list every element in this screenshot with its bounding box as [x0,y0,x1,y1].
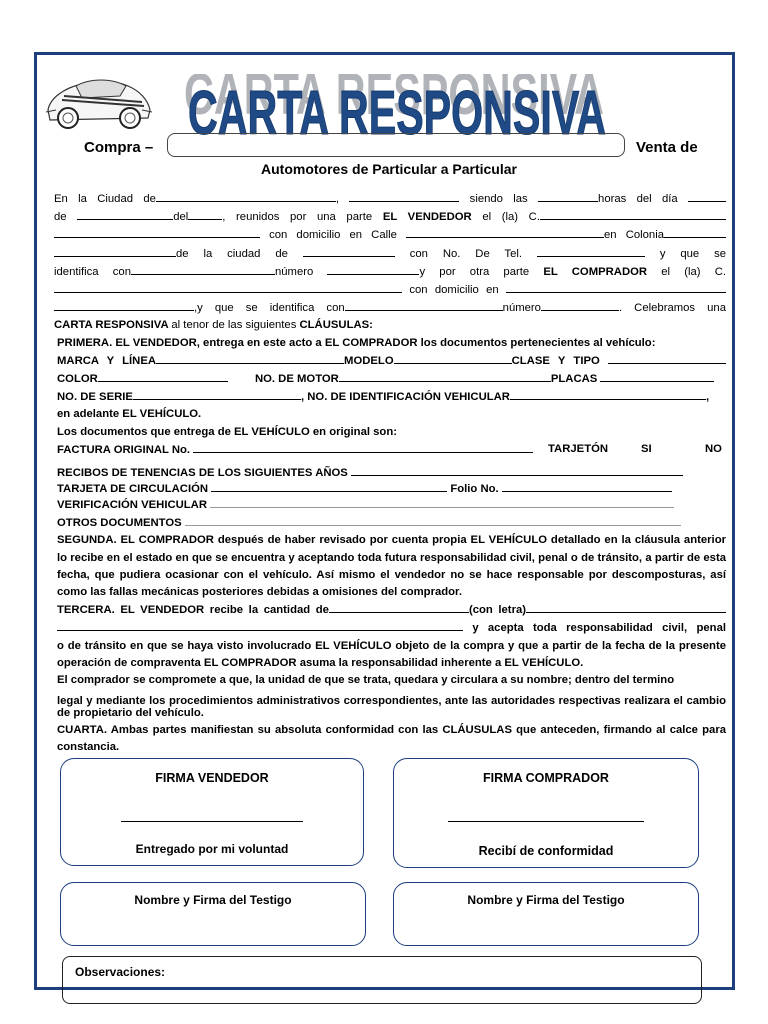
fecha-field[interactable] [349,190,459,202]
serie-field[interactable] [133,388,301,400]
cantidad-letra-field[interactable] [526,601,726,613]
folio-field[interactable] [502,480,672,492]
label: del [173,211,189,224]
observaciones-label: Observaciones: [75,965,166,979]
signature-line [121,821,303,822]
label: TERCERA. EL VENDEDOR recibe la cantidad de [57,604,329,617]
compra-venta-field[interactable] [167,133,625,157]
marca-field[interactable] [156,352,344,364]
label: de la ciudad de [176,247,288,260]
contract-body: En la Ciudad de , siendo las horas del día de del , reunidos por una parte EL VENDEDOR el (la) C. con domicilio en Calle en Colonia de la ciudad de con No. De Tel. y que se identifica con número y por otra parte EL COMPRADOR el (la) C. con domicilio en ,y que se identifica con número . Celebramos una CARTA RESPONSIVA al tenor de las siguientes CLÁUSULAS: PRIMERA. EL VENDEDOR, entrega en este acto a EL COMPRADOR los documentos pertenecientes al vehículo: MARCA Y LÍNEA MODELO CLASE Y TIPO COLOR NO. DE MOTOR PLACAS NO. DE SERIE , NO. DE IDENTIFICACIÓN VEHICULAR , en adelante EL VEHÍCULO. Los documentos que entrega de EL VEHÍCULO en original son: FACTURA ORIGINAL No. TARJETÓN SI NO RECIBOS DE TENENCIAS DE LOS SIGUIENTES AÑOS TARJETA DE CIRCULACIÓN Folio No. VERIFICACIÓN VEHICULAR OTROS DOCUMENTOS SEGUNDA. EL COMPRADOR después de haber revisado por cuenta propia EL VEHÍCULO detallado en la cláusula anterior lo recibe en el estado en que se encuentra y aceptando toda futura responsabilidad civil, penal o de tránsito, a partir de esta fecha, que pudiera ocasionar con el vehículo. Así mismo el vendedor no se hace responsable por descomposturas, así como las fallas mecánicas posteriores debidas a omisiones del comprador. TERCERA. EL VENDEDOR recibe la cantidad de (con letra) y acepta toda responsabilidad civil, penal o de tránsito en que se haya visto involucrado EL VEHÍCULO objeto de la compra y que a partir de la fecha de la presente operación de compraventa EL COMPRADOR asuma la responsabilidad inherente a EL VEHÍCULO. El comprador se compromete a que, la unidad de que se trata, quedara y circulara a su nombre; dentro del termino legal y mediante los procedimientos administrativos correspondientes, ante las autoridades respectivas realizara el cambio de propietario del vehículo. CUARTA. Ambas partes manifiestan su absoluta conformidad con las CLÁUSULAS que anteceden, firmando al calce para constancia. [54,190,726,757]
label: NO. DE SERIE [57,391,133,404]
clausula-tercera: o de tránsito en que se haya visto involucrado EL VEHÍCULO objeto de la compra y que a partir de la fecha de la presente operación de compraventa EL COMPRADOR asuma la responsabilidad inherente a EL VEHÍCULO. [57,639,726,669]
label: . Celebramos una [618,302,727,315]
tenencias-field[interactable] [351,464,683,476]
label: NO. DE MOTOR [254,373,339,386]
compra-label: Compra – [84,139,154,156]
label: FACTURA ORIGINAL No. [57,443,191,456]
label: OTROS DOCUMENTOS [57,517,182,530]
label: con domicilio en [409,284,499,297]
motor-field[interactable] [339,370,551,382]
label: con domicilio en Calle [269,229,397,242]
comprador-numero-field[interactable] [541,299,619,311]
mes-field[interactable] [77,208,173,220]
label: y por otra parte [419,265,530,278]
label: reunidos por una parte [236,211,373,224]
label: el (la) C. [661,265,726,278]
label: El comprador se compromete a que, la unidad de que se trata, quedara y circulara a su nombre; dentro del termino [57,674,675,687]
label: COLOR [57,373,98,386]
label: horas del día [598,193,678,205]
label: En la Ciudad de [54,193,156,205]
label: número [274,265,314,278]
dia-field[interactable] [688,190,726,202]
label: EL COMPRADOR [543,265,648,278]
comprador-nombre-field[interactable] [54,281,402,293]
label: MODELO [344,354,394,367]
tarjeton-si-option[interactable]: SI [641,442,652,455]
label: en Colonia [604,229,664,242]
vendedor-colonia-field[interactable] [664,226,726,238]
label: y que se [659,247,727,260]
firma-comprador-box[interactable] [393,758,699,868]
vendedor-tel-field[interactable] [537,245,645,257]
label: en adelante EL VEHÍCULO. [57,408,202,421]
vendedor-numero-field[interactable] [327,263,419,275]
comprador-domicilio-cont-field[interactable] [54,299,194,311]
label: ,y que se identifica con [194,302,345,315]
label: Los documentos que entrega de EL VEHÍCULO en original son: [57,425,397,438]
label: TARJETA DE CIRCULACIÓN [57,483,209,496]
car-illustration [42,66,154,134]
label: de [54,211,67,224]
comprador-domicilio-field[interactable] [506,281,726,293]
testigo-1-label: Nombre y Firma del Testigo [134,893,292,907]
placas-field[interactable] [600,370,714,382]
comprador-identificacion-field[interactable] [345,299,503,311]
clase-field[interactable] [608,352,726,364]
cantidad-field[interactable] [329,601,469,613]
vendedor-calle-field[interactable] [406,226,604,238]
label: y acepta toda responsabilidad civil, penal [472,622,727,635]
comprador-note: Recibí de conformidad [478,844,614,858]
niv-field[interactable] [510,388,706,400]
firma-vendedor-box[interactable] [60,758,364,866]
vendedor-ciudad-field[interactable] [303,245,395,257]
label: CLASE Y TIPO [511,354,600,367]
label: EL VENDEDOR [382,211,472,224]
svg-text:CARTA RESPONSIVA: CARTA RESPONSIVA [188,79,606,144]
clausula-cuarta: CUARTA. Ambas partes manifiestan su absoluta conformidad con las CLÁUSULAS que anteceden, firmando al calce para constancia. [57,724,726,754]
vendedor-nombre-field[interactable] [540,208,726,220]
label: CLÁUSULAS: [299,319,373,332]
label: Folio No. [450,483,499,496]
label: con No. De Tel. [409,247,523,260]
label: (con letra) [468,604,527,617]
clausula-segunda: SEGUNDA. EL COMPRADOR después de haber revisado por cuenta propia EL VEHÍCULO detallado en la cláusula anterior lo recibe en el estado en que se encuentra y aceptando toda futura responsabilidad civil, penal o de tránsito, a partir de esta fecha, que pudiera ocasionar con el vehículo. Así mismo el vendedor no se hace responsable por descomposturas, así como las fallas mecánicas posteriores debidas a omisiones del comprador. [57,534,726,599]
label: al tenor de las siguientes [171,319,297,332]
label: PLACAS [550,373,598,386]
label: RECIBOS DE TENENCIAS DE LOS SIGUIENTES AÑOS [57,467,348,480]
horas-field[interactable] [538,190,598,202]
label: número [502,302,541,315]
cantidad-letra-cont-field[interactable] [57,619,463,631]
vendedor-identificacion-field[interactable] [131,263,275,275]
color-field[interactable] [98,370,228,382]
label: legal y mediante los procedimientos administrativos correspondientes, ante las autoridades respectivas realizara el cambio de propietario del vehículo. [57,695,726,720]
label: CARTA RESPONSIVA [54,319,169,332]
clausula-primera: PRIMERA. EL VENDEDOR, entrega en este acto a EL COMPRADOR los documentos pertenecientes al vehículo: [57,336,656,349]
label: el (la) C. [482,211,540,224]
testigo-1-box[interactable] [60,882,366,946]
vendedor-colonia-cont-field[interactable] [54,245,176,257]
label: MARCA Y LÍNEA [57,354,157,367]
factura-field[interactable] [193,441,533,453]
signature-line [448,821,644,822]
anio-field[interactable] [188,208,222,220]
firma-comprador-label: FIRMA COMPRADOR [483,771,609,785]
document-subtitle: Automotores de Particular a Particular [261,161,517,177]
firma-vendedor-label: FIRMA VENDEDOR [155,771,269,785]
tarjeton-no-option[interactable]: NO [705,442,722,455]
svg-text:CARTA RESPONSIVA: CARTA RESPONSIVA [184,74,604,127]
venta-label: Venta de [636,139,698,156]
verificacion-field[interactable] [210,496,674,508]
label: VERIFICACIÓN VEHICULAR [57,499,208,512]
modelo-field[interactable] [394,352,512,364]
vendedor-note: Entregado por mi voluntad [135,842,289,856]
label: siendo las [469,193,528,205]
label: identifica con [54,265,131,278]
vendedor-nombre-cont-field[interactable] [54,226,260,238]
observaciones-field[interactable] [62,956,702,1004]
otros-documentos-field[interactable] [185,514,681,526]
label: , NO. DE IDENTIFICACIÓN VEHICULAR [300,391,510,404]
tarjeta-field[interactable] [211,480,447,492]
ciudad-field[interactable] [156,190,336,202]
label: TARJETÓN [548,442,609,455]
testigo-2-label: Nombre y Firma del Testigo [467,893,625,907]
testigo-2-box[interactable] [393,882,699,946]
